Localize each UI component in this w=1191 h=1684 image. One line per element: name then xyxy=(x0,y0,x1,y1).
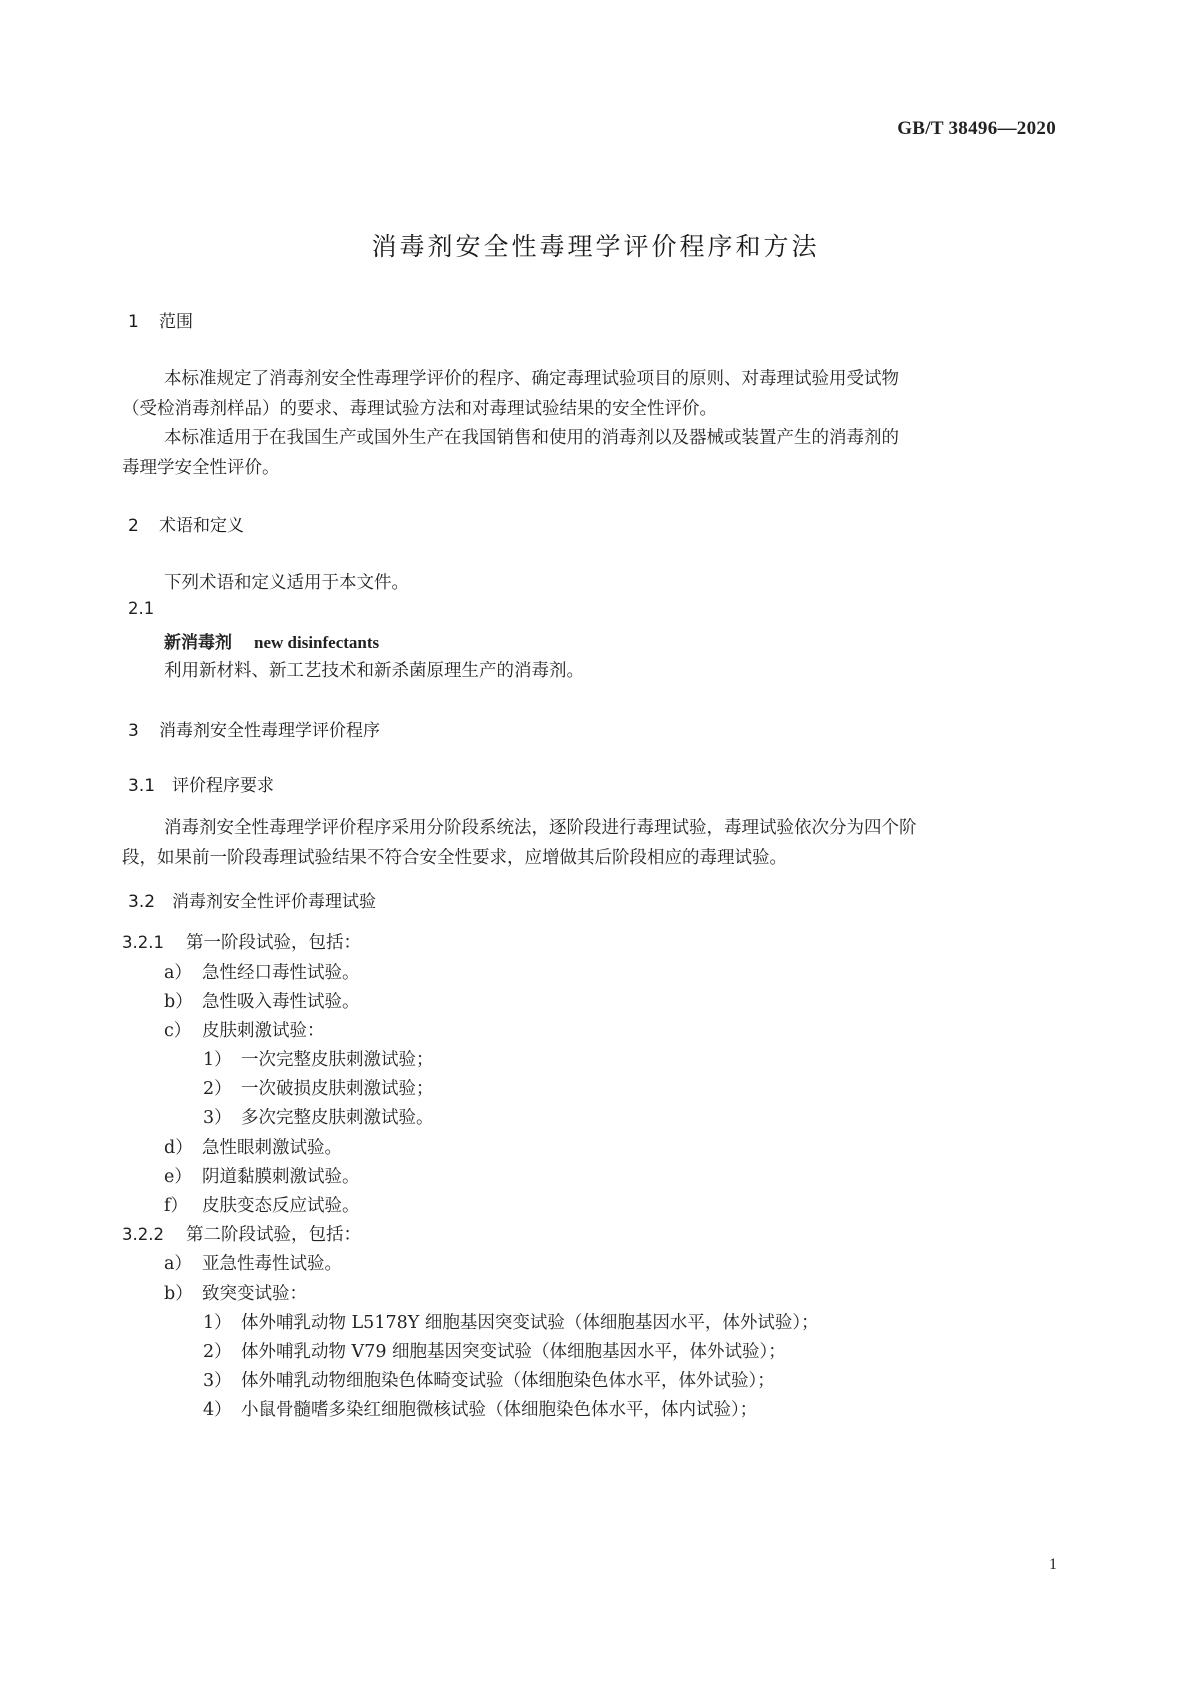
paragraph-line: 本标准规定了消毒剂安全性毒理学评价的程序、确定毒理试验项目的原则、对毒理试验用受试物 xyxy=(164,369,899,389)
paragraph-line: 下列术语和定义适用于本文件。 xyxy=(164,573,409,593)
term-definition: 利用新材料、新工艺技术和新杀菌原理生产的消毒剂。 xyxy=(164,661,584,681)
document-title: 消毒剂安全性毒理学评价程序和方法 xyxy=(371,232,820,261)
section-number: 3.2 xyxy=(128,892,156,912)
section-title: 术语和定义 xyxy=(159,516,244,536)
section-3-2-heading xyxy=(128,887,376,912)
section-title: 消毒剂安全性毒理学评价程序 xyxy=(159,721,380,741)
clause-text: 第二阶段试验，包括： xyxy=(186,1225,361,1245)
section-title: 消毒剂安全性评价毒理试验 xyxy=(172,892,376,912)
list-subitem: 4） 小鼠骨髓嗜多染红细胞微核试验（体细胞染色体水平，体内试验）； xyxy=(203,1400,758,1420)
standard-number: GB/T 38496—2020 xyxy=(897,118,1056,139)
section-3-heading xyxy=(128,716,380,741)
paragraph-line: 毒理学安全性评价。 xyxy=(122,458,280,478)
clause-3-2-2 xyxy=(122,1221,361,1246)
clause-3-2-1 xyxy=(122,929,361,954)
section-number: 2 xyxy=(128,516,139,536)
paragraph-line: 本标准适用于在我国生产或国外生产在我国销售和使用的消毒剂以及器械或装置产生的消毒剂的 xyxy=(164,428,899,448)
list-item: c） 皮肤刺激试验： xyxy=(164,1021,325,1041)
list-subitem: 3） 多次完整皮肤刺激试验。 xyxy=(203,1108,434,1128)
term-chinese: 新消毒剂 xyxy=(164,633,232,653)
page-number: 1 xyxy=(1049,1556,1057,1573)
list-item: a） 亚急性毒性试验。 xyxy=(164,1254,342,1274)
list-subitem: 1） 一次完整皮肤刺激试验； xyxy=(203,1050,434,1070)
list-subitem: 2） 一次破损皮肤刺激试验； xyxy=(203,1079,434,1099)
list-subitem: 2） 体外哺乳动物 V79 细胞基因突变试验（体细胞基因水平，体外试验）； xyxy=(203,1342,786,1362)
section-number: 1 xyxy=(128,312,139,332)
list-item: b） 致突变试验： xyxy=(164,1284,307,1304)
term-entry xyxy=(164,628,379,653)
section-2-heading xyxy=(128,511,244,536)
clause-number: 3.2.1 xyxy=(122,933,164,952)
paragraph-line: 消毒剂安全性毒理学评价程序采用分阶段系统法，逐阶段进行毒理试验，毒理试验依次分为四个阶 xyxy=(164,818,917,838)
list-item: d） 急性眼刺激试验。 xyxy=(164,1138,342,1158)
term-number: 2.1 xyxy=(128,599,155,618)
paragraph-line: （受检消毒剂样品）的要求、毒理试验方法和对毒理试验结果的安全性评价。 xyxy=(122,399,717,419)
term-english: new disinfectants xyxy=(254,633,380,652)
list-item: e） 阴道黏膜刺激试验。 xyxy=(164,1167,360,1187)
paragraph-line: 段，如果前一阶段毒理试验结果不符合安全性要求，应增做其后阶段相应的毒理试验。 xyxy=(122,848,787,868)
clause-number: 3.2.2 xyxy=(122,1225,164,1244)
list-item: a） 急性经口毒性试验。 xyxy=(164,963,360,983)
section-title: 范围 xyxy=(159,312,193,332)
list-subitem: 3） 体外哺乳动物细胞染色体畸变试验（体细胞染色体水平，体外试验）； xyxy=(203,1371,775,1391)
section-number: 3 xyxy=(128,721,139,741)
list-item: b） 急性吸入毒性试验。 xyxy=(164,992,360,1012)
section-title: 评价程序要求 xyxy=(172,776,274,796)
clause-text: 第一阶段试验，包括： xyxy=(186,933,361,953)
section-1-heading xyxy=(128,307,193,332)
section-number: 3.1 xyxy=(128,776,156,796)
list-item: f） 皮肤变态反应试验。 xyxy=(164,1196,360,1216)
list-subitem: 1） 体外哺乳动物 L5178Y 细胞基因突变试验（体细胞基因水平，体外试验）； xyxy=(203,1313,819,1333)
section-3-1-heading xyxy=(128,771,274,796)
